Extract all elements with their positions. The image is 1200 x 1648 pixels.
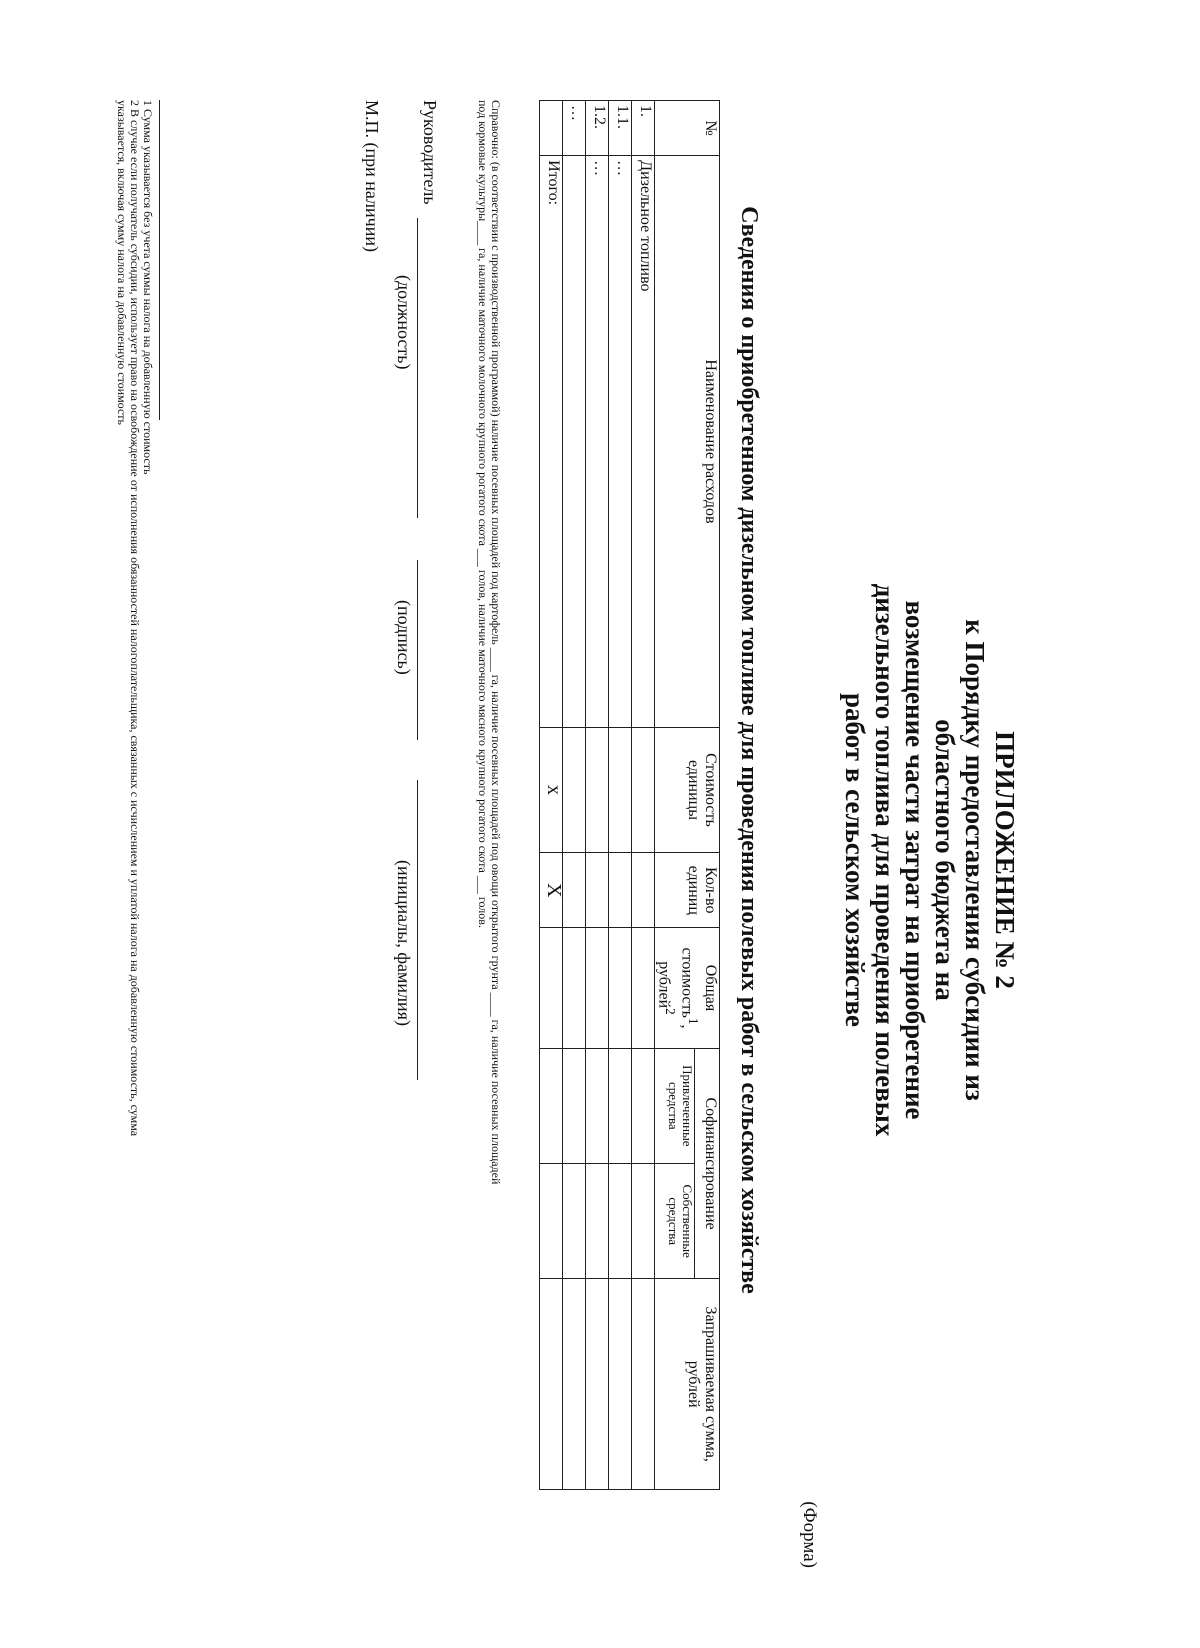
position-caption: (должность) <box>394 275 414 370</box>
cell-number: 1. <box>632 101 655 156</box>
cell-name <box>563 156 586 728</box>
seal-label: М.П. (при наличии) <box>362 100 382 252</box>
cell-requested <box>586 1279 609 1490</box>
cell-attracted <box>586 1048 609 1163</box>
footnote-divider <box>159 100 160 420</box>
cell-name: … <box>609 156 632 728</box>
cell-name: Дизельное топливо <box>632 156 655 728</box>
title-line: дизельного топлива для проведения полевых <box>870 583 900 1137</box>
cell-quantity <box>632 853 655 928</box>
header-total-cost <box>655 928 720 1048</box>
signature-block <box>330 100 440 1100</box>
footnote-ref-1: 1 <box>686 1017 701 1025</box>
cell-total-cost <box>540 928 563 1048</box>
header-own-funds: Собственные средства <box>655 1164 695 1279</box>
cell-own <box>540 1164 563 1279</box>
cell-total-cost <box>632 928 655 1048</box>
cell-own <box>632 1164 655 1279</box>
cell-number: … <box>563 101 586 156</box>
cell-unit-cost <box>632 727 655 852</box>
table-row <box>632 101 655 1490</box>
cell-number: 1.2. <box>586 101 609 156</box>
header-total-cost-text: Общая стоимость <box>678 947 719 1018</box>
header-name: Наименование расходов <box>655 156 720 728</box>
table-subtitle: Сведения о приобретенном дизельном топливе для проведения полевых работ в сельском хозяйстве <box>736 206 762 1294</box>
title-line: работ в сельском хозяйстве <box>840 693 870 1027</box>
position-line <box>417 218 418 518</box>
name-line <box>417 780 418 1080</box>
signature-caption: (подпись) <box>394 600 414 675</box>
cell-name: Итого: <box>540 156 563 728</box>
header-cofinancing: Софинансирование <box>695 1048 720 1279</box>
title-line: возмещение части затрат на приобретение <box>900 600 930 1120</box>
cell-total-cost <box>609 928 632 1048</box>
cell-number <box>540 101 563 156</box>
header-quantity: Кол-во единиц <box>655 853 720 928</box>
cell-attracted <box>609 1048 632 1163</box>
footnote: 1 Сумма указывается без учета суммы налога на добавленную стоимость <box>141 100 155 475</box>
cell-number: 1.1. <box>609 101 632 156</box>
name-caption: (инициалы, фамилия) <box>394 860 414 1026</box>
cell-requested <box>563 1279 586 1490</box>
cell-requested <box>609 1279 632 1490</box>
signature-line <box>417 560 418 740</box>
cell-quantity <box>609 853 632 928</box>
head-label: Руководитель <box>420 100 440 205</box>
cell-unit-cost <box>609 727 632 852</box>
header-total-cost-unit: , рублей <box>655 961 696 1029</box>
reference-note <box>476 100 502 1600</box>
reference-line: Справочно: (в соответствии с производственной программой) наличие посевных площадей под картофель ____ га, наличие посевных площадей под овощи открытого грунта ____ га, наличие посевных площадей <box>489 100 503 1185</box>
cell-unit-cost <box>586 727 609 852</box>
header-number: № <box>655 101 720 156</box>
title-line: областного бюджета на <box>930 719 960 1001</box>
expenses-table <box>539 100 720 1490</box>
cell-attracted <box>540 1048 563 1163</box>
header-unit-cost: Стоимость единицы <box>655 727 720 852</box>
title-line: к Порядку предоставления субсидии из <box>960 619 990 1101</box>
table-row <box>609 101 632 1490</box>
appendix-title: ПРИЛОЖЕНИЕ № 2 <box>990 731 1020 989</box>
footnote-ref-2: 2 <box>662 1008 678 1015</box>
form-label: (Форма) <box>799 1501 820 1568</box>
document-header <box>840 360 1020 1360</box>
footnotes <box>115 100 154 1600</box>
footnote: указывается, включая сумму налога на добавленную стоимость <box>115 100 129 426</box>
cell-total-cost <box>563 928 586 1048</box>
cell-quantity <box>586 853 609 928</box>
cell-unit-cost <box>563 727 586 852</box>
cell-attracted <box>563 1048 586 1163</box>
cell-unit-cost: х <box>540 727 563 852</box>
cell-requested <box>632 1279 655 1490</box>
cell-name: … <box>586 156 609 728</box>
cell-total-cost <box>586 928 609 1048</box>
cell-own <box>563 1164 586 1279</box>
cell-quantity: Х <box>540 853 563 928</box>
cell-own <box>609 1164 632 1279</box>
footnote: 2 В случае если получатель субсидии, использует право на освобождение от исполнения обязанностей налогоплательщика, связанных с исчислением и уплатой налога на добавленную стоимость, сумма <box>128 100 142 1137</box>
header-requested: Запрашиваемая сумма, рублей <box>655 1279 720 1490</box>
table-row <box>563 101 586 1490</box>
cell-quantity <box>563 853 586 928</box>
table-row-total <box>540 101 563 1490</box>
cell-own <box>586 1164 609 1279</box>
reference-line: под кормовые культуры____ га, наличие маточного молочного крупного рогатого скота ___ голов, наличие маточного мясного крупного рогатого скота ___ голов. <box>476 100 490 928</box>
table-row <box>586 101 609 1490</box>
cell-attracted <box>632 1048 655 1163</box>
cell-requested <box>540 1279 563 1490</box>
header-attracted-funds: Привлеченные средства <box>655 1048 695 1163</box>
